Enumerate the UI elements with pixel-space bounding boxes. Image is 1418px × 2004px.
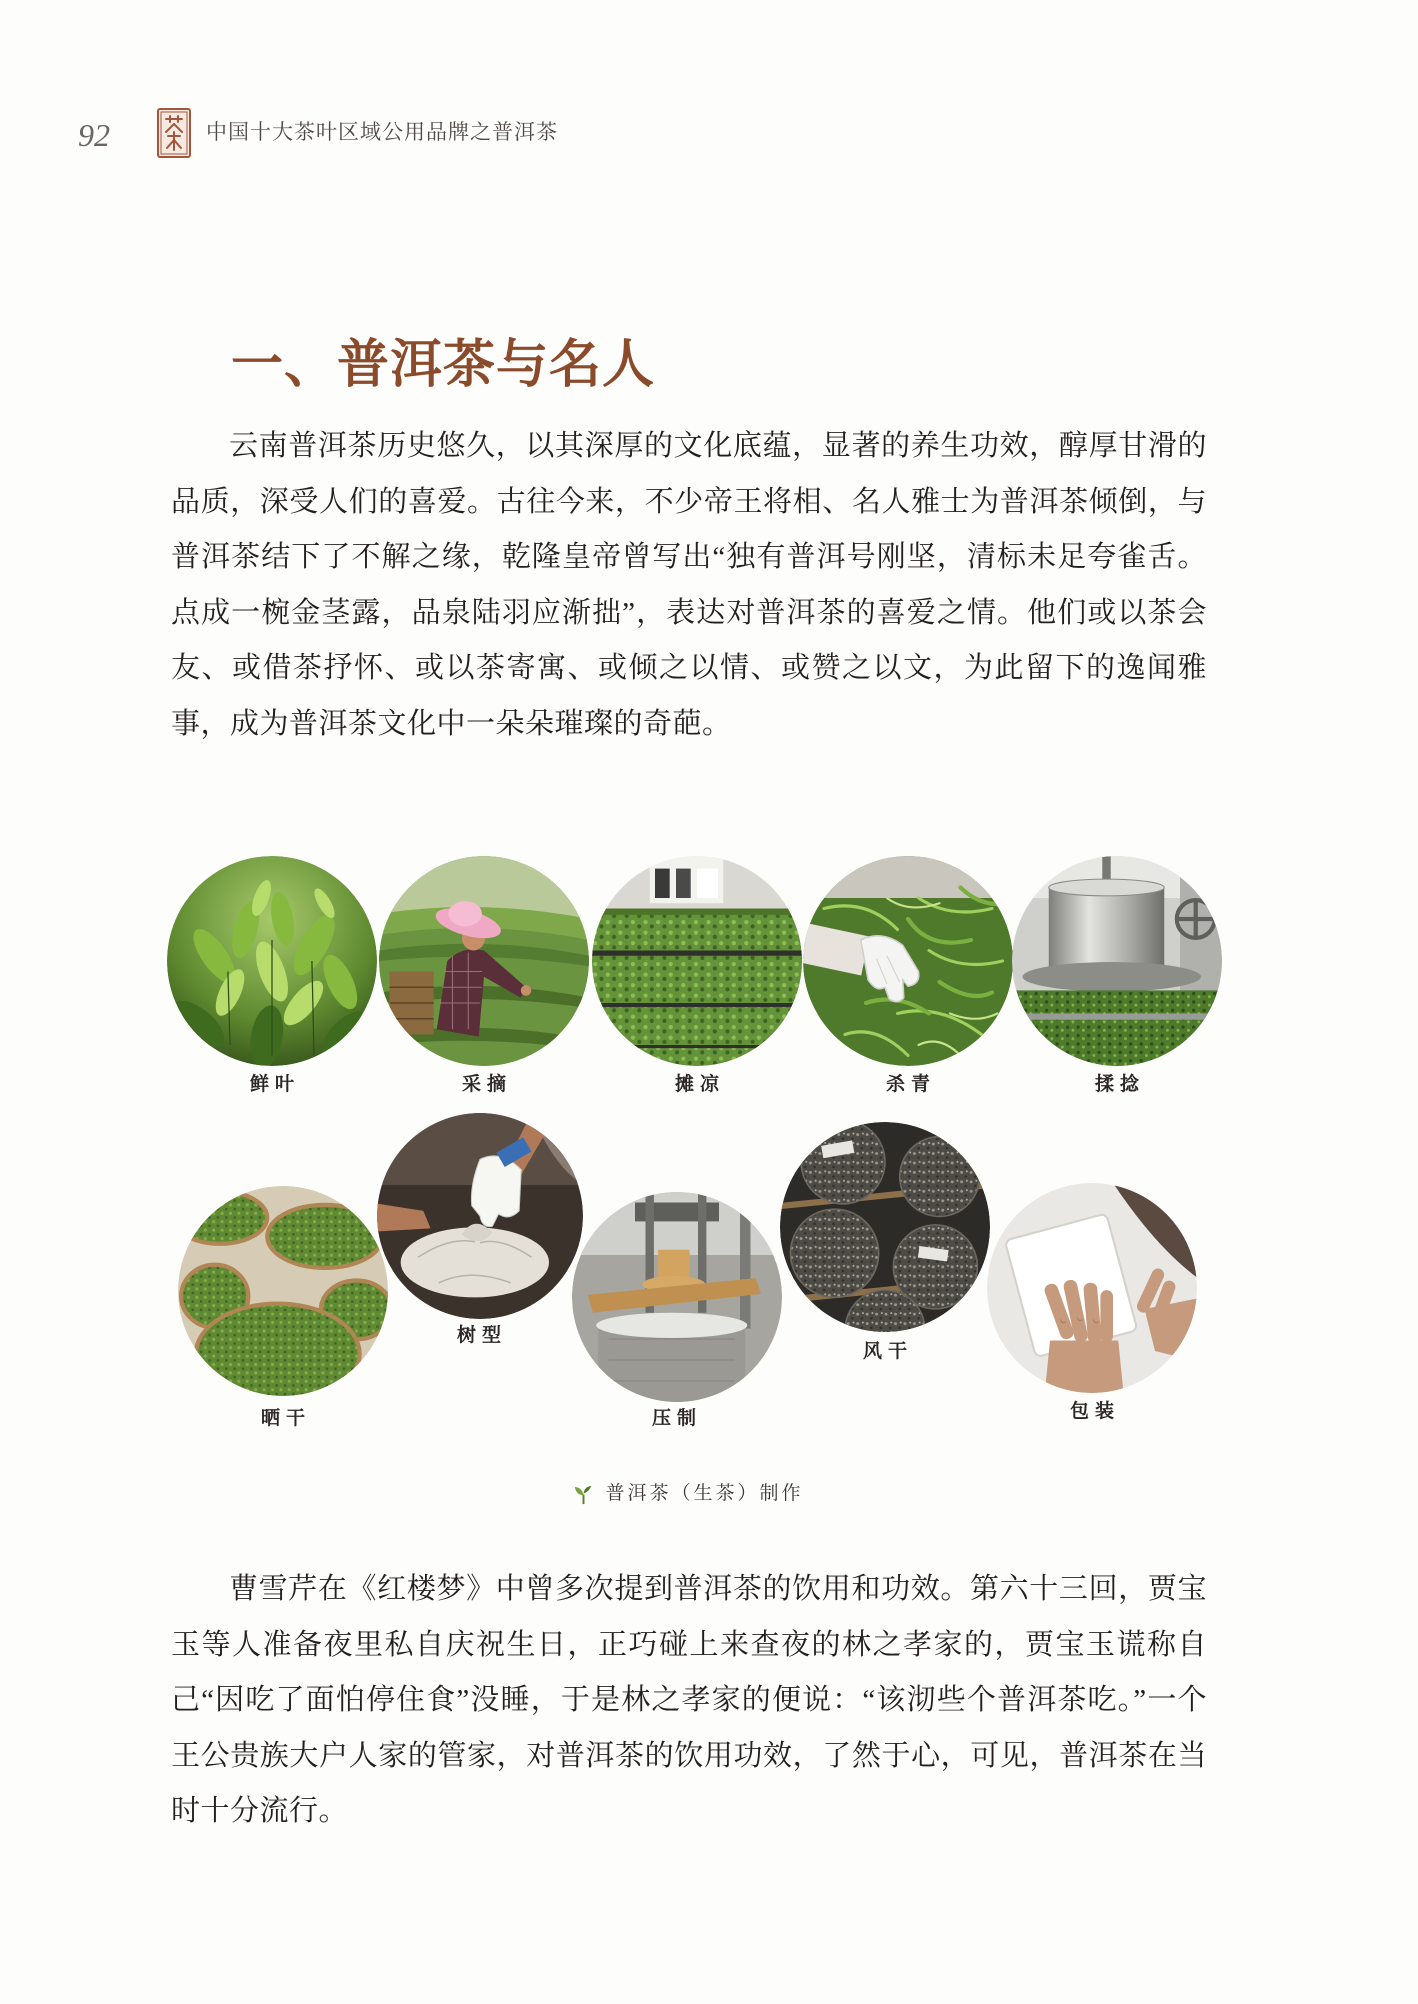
section-title: 一、普洱茶与名人 [231, 337, 656, 394]
air-drying-cakes-image [780, 1122, 990, 1332]
fixing-image [803, 856, 1013, 1066]
step-label-rolling: 揉捻 [1094, 1074, 1145, 1095]
step-label-shaping: 树型 [456, 1325, 507, 1346]
step-label-picking: 采摘 [461, 1074, 512, 1095]
figure-caption-text: 普洱茶（生茶）制作 [605, 1483, 804, 1504]
pressing-machine-image [572, 1192, 782, 1402]
spreading-cooling-image [592, 856, 802, 1066]
step-label-spreading: 摊凉 [674, 1074, 725, 1095]
tea-seal-icon [157, 108, 191, 158]
step-label-fixing: 杀青 [885, 1074, 936, 1095]
step-label-fresh-leaves: 鲜叶 [249, 1074, 300, 1095]
sun-drying-trays-photo [178, 1186, 388, 1396]
fresh-leaves-photo [167, 856, 377, 1066]
wrapping-hands-image [987, 1183, 1197, 1393]
tea-picking-image [379, 856, 589, 1066]
step-label-packing: 包装 [1069, 1401, 1120, 1422]
step-label-sun-drying: 晒干 [260, 1408, 311, 1429]
fresh-leaves-image [167, 856, 377, 1066]
tea-sprout-icon [572, 1483, 595, 1506]
figure-caption [171, 1480, 1205, 1508]
air-drying-cakes-photo [780, 1122, 990, 1332]
body-paragraph-2: 曹雪芹在《红楼梦》中曾多次提到普洱茶的饮用和功效。第六十三回，贾宝玉等人准备夜里私自庆祝生日，正巧碰上来查夜的林之孝家的，贾宝玉谎称自己“因吃了面怕停住食”没睡，于是林之孝家的便说：“该沏些个普洱茶吃。”一个王公贵族大户人家的管家，对普洱茶的饮用功效，了然于心，可见，普洱茶在当时十分流行。 [171, 1573, 1207, 1828]
spreading-cooling-photo [592, 856, 802, 1066]
fixing-photo [803, 856, 1013, 1066]
body-paragraph-1: 云南普洱茶历史悠久，以其深厚的文化底蕴，显著的养生功效，醇厚甘滑的品质，深受人们的喜爱。古往今来，不少帝王将相、名人雅士为普洱茶倾倒，与普洱茶结下了不解之缘，乾隆皇帝曾写出“独有普洱号刚坚，清标未足夸雀舌。点成一椀金茎露，品泉陆羽应渐拙”，表达对普洱茶的喜爱之情。他们或以茶会友、或借茶抒怀、或以茶寄寓、或倾之以情、或赞之以文，为此留下的逸闻雅事，成为普洱茶文化中一朵朵璀璨的奇葩。 [171, 430, 1207, 740]
step-label-air-drying: 风干 [862, 1341, 913, 1362]
pressing-machine-photo [572, 1192, 782, 1402]
tea-picking-photo [379, 856, 589, 1066]
page-number: 92 [78, 117, 110, 153]
rolling-machine-photo [1012, 856, 1222, 1066]
sun-drying-trays-image [178, 1186, 388, 1396]
tea-seal-icon-graphic [157, 108, 191, 158]
running-header: 中国十大茶叶区域公用品牌之普洱茶 [206, 120, 558, 144]
wrapping-hands-photo [987, 1183, 1197, 1393]
rolling-machine-image [1012, 856, 1222, 1066]
shaping-cloth-bag-photo [377, 1113, 583, 1319]
shaping-cloth-bag-image [377, 1113, 583, 1319]
step-label-pressing: 压制 [651, 1408, 702, 1429]
